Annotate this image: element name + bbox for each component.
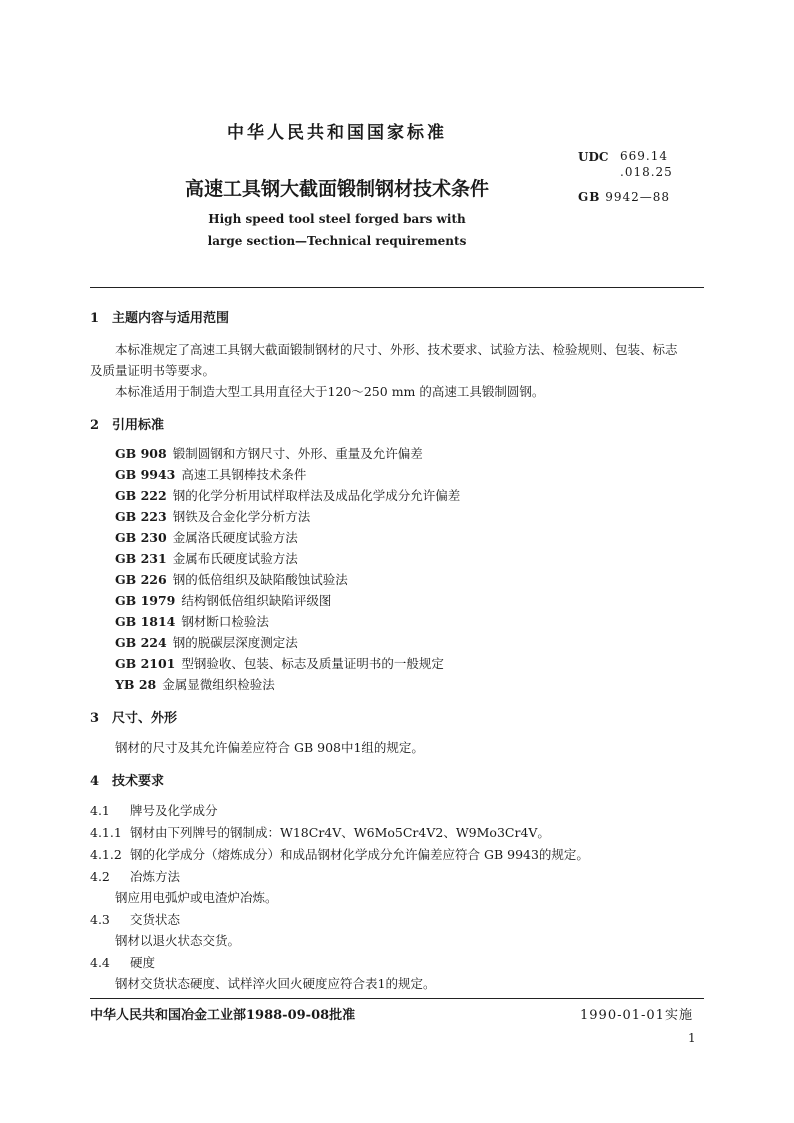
clause-4-3: 4.3 交货状态	[90, 912, 181, 927]
section-2-title: 引用标准	[112, 418, 165, 433]
ref-item: GB 223 钢铁及合金化学分析方法	[115, 509, 311, 524]
section-1-para-1a: 本标准规定了高速工具钢大截面锻制钢材的尺寸、外形、技术要求、试验方法、检验规则、包装、标志	[115, 342, 678, 357]
effective-date: 1990-01-01实施	[580, 1008, 693, 1023]
section-1-heading	[90, 307, 229, 326]
footer-divider	[90, 998, 704, 999]
ref-item: GB 1814 钢材断口检验法	[115, 614, 269, 629]
section-2-number: 2	[90, 418, 100, 433]
ref-item: GB 226 钢的低倍组织及缺陷酸蚀试验法	[115, 572, 348, 587]
ref-item: GB 222 钢的化学分析用试样取样法及成品化学成分允许偏差	[115, 488, 461, 503]
standard-org-title: 中华人民共和国国家标准	[227, 123, 447, 143]
section-2-heading	[90, 414, 164, 433]
section-4-number: 4	[90, 774, 100, 789]
section-4-heading	[90, 770, 164, 789]
section-1-title: 主题内容与适用范围	[112, 311, 230, 326]
approval-statement: 中华人民共和国冶金工业部1988-09-08批准	[90, 1008, 356, 1023]
header-divider	[90, 287, 704, 288]
clause-4-1-1: 4.1.1 钢材由下列牌号的钢制成：W18Cr4V、W6Mo5Cr4V2、W9Mo3Cr4V。	[90, 825, 550, 840]
section-3-heading	[90, 707, 177, 726]
clause-4-4-text: 钢材交货状态硬度、试样淬火回火硬度应符合表1的规定。	[115, 976, 436, 991]
document-title-zh: 高速工具钢大截面锻制钢材技术条件	[184, 178, 489, 200]
clause-4-1: 4.1 牌号及化学成分	[90, 803, 218, 818]
clause-4-2-text: 钢应用电弧炉或电渣炉冶炼。	[115, 890, 278, 905]
section-1-number: 1	[90, 311, 100, 326]
section-1-para-1b: 及质量证明书等要求。	[90, 363, 216, 378]
udc-label: UDC	[578, 150, 609, 164]
ref-item: GB 230 金属洛氏硬度试验方法	[115, 530, 298, 545]
clause-4-2: 4.2 冶炼方法	[90, 869, 181, 884]
ref-item: GB 1979 结构钢低倍组织缺陷评级图	[115, 593, 332, 608]
ref-item: GB 908 锻制圆钢和方钢尺寸、外形、重量及允许偏差	[115, 446, 423, 461]
document-title-en-line2: large section—Technical requirements	[207, 234, 467, 248]
ref-item: YB 28 金属显微组织检验法	[115, 677, 275, 692]
section-3-title: 尺寸、外形	[112, 711, 178, 726]
page-number: 1	[688, 1031, 696, 1045]
ref-item: GB 231 金属布氏硬度试验方法	[115, 551, 298, 566]
section-3-number: 3	[90, 711, 100, 726]
section-4-title: 技术要求	[112, 774, 165, 789]
clause-4-4: 4.4 硬度	[90, 955, 156, 970]
section-1-para-2: 本标准适用于制造大型工具用直径大于120～250 mm 的高速工具锻制圆钢。	[115, 384, 545, 399]
gb-number: 9942—88	[605, 190, 671, 204]
section-3-para: 钢材的尺寸及其允许偏差应符合 GB 908中1组的规定。	[115, 740, 424, 755]
udc-value-line2: .018.25	[620, 165, 673, 179]
ref-item: GB 9943 高速工具钢棒技术条件	[115, 467, 307, 482]
clause-4-1-2: 4.1.2 钢的化学成分（熔炼成分）和成品钢材化学成分允许偏差应符合 GB 9943的规定。	[90, 847, 589, 862]
gb-label: GB	[578, 190, 601, 204]
udc-value-line1: 669.14	[620, 149, 668, 163]
document-title-en-line1: High speed tool steel forged bars with	[208, 212, 466, 226]
ref-item: GB 2101 型钢验收、包装、标志及质量证明书的一般规定	[115, 656, 444, 671]
ref-item: GB 224 钢的脱碳层深度测定法	[115, 635, 298, 650]
clause-4-3-text: 钢材以退火状态交货。	[115, 933, 241, 948]
